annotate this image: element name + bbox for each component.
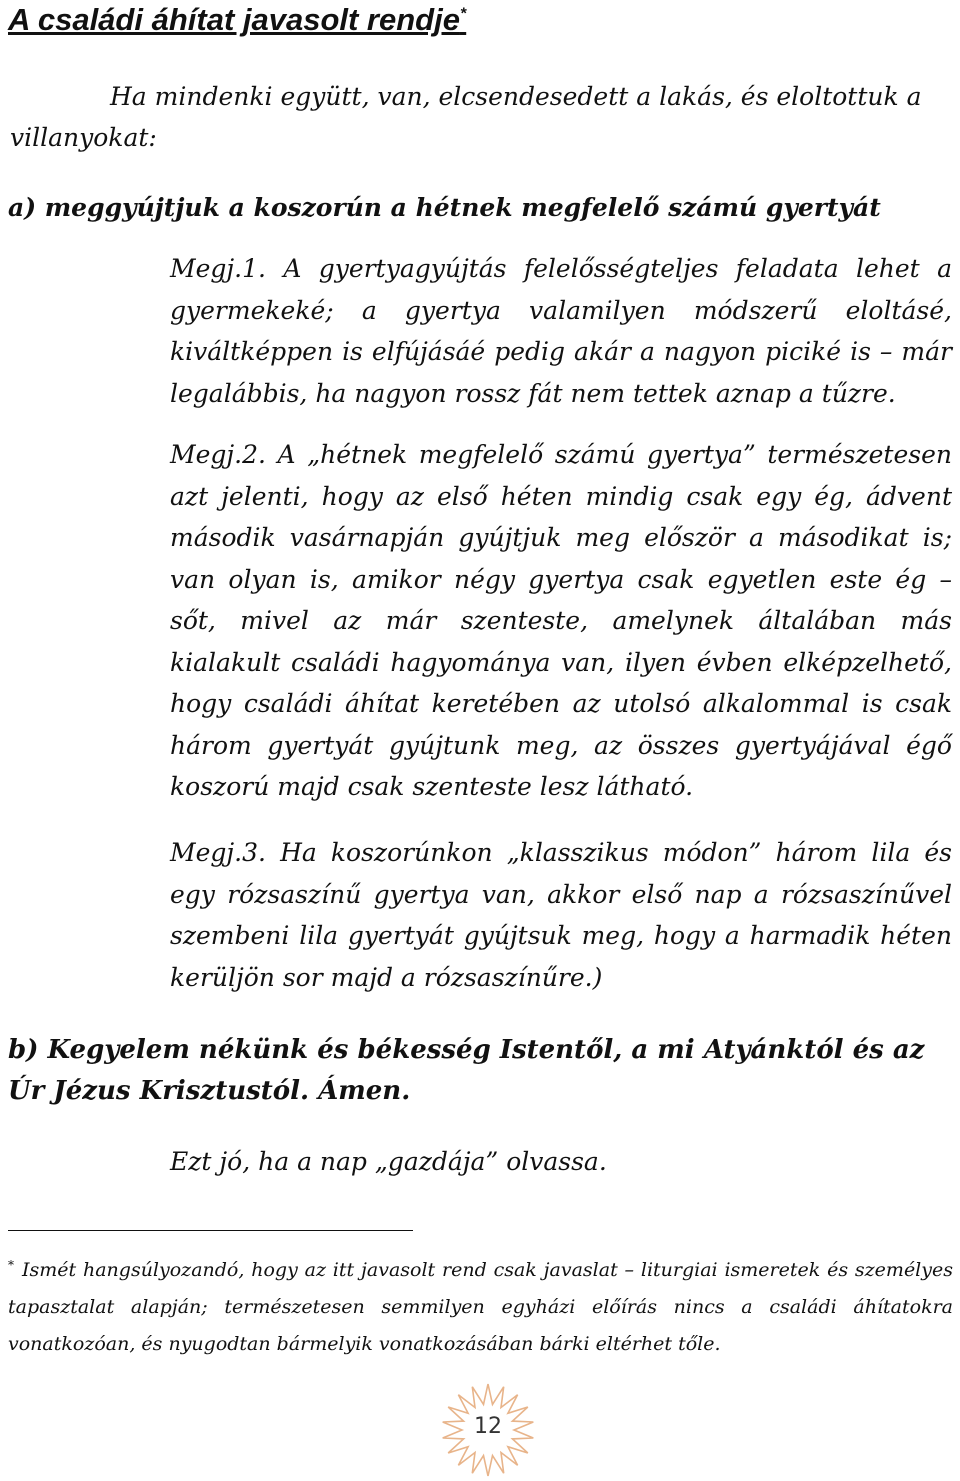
item-b-heading: b) Kegyelem nékünk és békesség Istentől, a mi Atyánktól és az Úr Jézus Krisztustól. Ámen. (8, 1035, 925, 1106)
page-number-ornament (418, 1382, 558, 1478)
gazda-note: Ezt jó, ha a nap „gazdája” olvassa. (170, 1147, 607, 1176)
intro-paragraph: Ha mindenki együtt, van, elcsendesedett a lakás, és eloltottuk a villanyokat: (10, 82, 922, 152)
note-2-text: A „hétnek megfelelő számú gyertya” természetesen azt jelenti, hogy az első héten mindig csak egy ég, ádvent második vasárnapján gyújtjuk meg először a másodikat is; van olyan is, amikor négy gyertya csak egyetlen este ég – sőt, mivel az már szenteste, amelynek általában más kialakult családi hagyománya van, ilyen évben elképzelhető, hogy családi áhítat keretében az utolsó alkalommal is csak három gyertyát gyújtunk meg, az összes gyertyájával égő koszorú majd csak szenteste lesz látható. (170, 440, 952, 801)
footnote-divider (8, 1230, 413, 1231)
title-text: A családi áhítat javasolt rendje (8, 2, 460, 37)
note-2-label: Megj.2. (170, 440, 266, 469)
note-1-text: A gyertyagyújtás felelősségteljes feladata lehet a gyermekeké; a gyertya valamilyen módszerű eloltásé, kiváltképpen is elfújásáé pedig akár a nagyon piciké is – már legalábbis, ha nagyon rossz fát nem tettek aznap a tűzre. (170, 254, 953, 408)
footnote (8, 1252, 953, 1363)
title-footnote-marker: * (459, 5, 467, 23)
note-2 (170, 434, 952, 808)
item-a-heading: a) meggyújtjuk a koszorún a hétnek megfelelő számú gyertyát (8, 193, 881, 222)
footnote-marker: * (8, 1257, 14, 1272)
note-3-label: Megj.3. (170, 838, 266, 867)
note-1 (170, 248, 952, 414)
note-3-text: Ha koszorúnkon „klasszikus módon” három lila és egy rózsaszínű gyertya van, akkor első nap a rózsaszínűvel szembeni lila gyertyát gyújtsuk meg, hogy a harmadik héten kerüljön sor majd a rózsaszínűre.) (170, 838, 952, 992)
footnote-text: Ismét hangsúlyozandó, hogy az itt javasolt rend csak javaslat – liturgiai ismeretek és személyes tapasztalat alapján; természetesen semmilyen egyházi előírás nincs a családi áhítatokra vonatkozóan, és nyugodtan bármelyik vonatkozásában bárki eltérhet tőle. (8, 1259, 953, 1355)
note-3 (170, 832, 952, 998)
page-number: 12 (474, 1414, 502, 1439)
page-title (8, 0, 948, 40)
note-1-label: Megj.1. (170, 254, 266, 283)
